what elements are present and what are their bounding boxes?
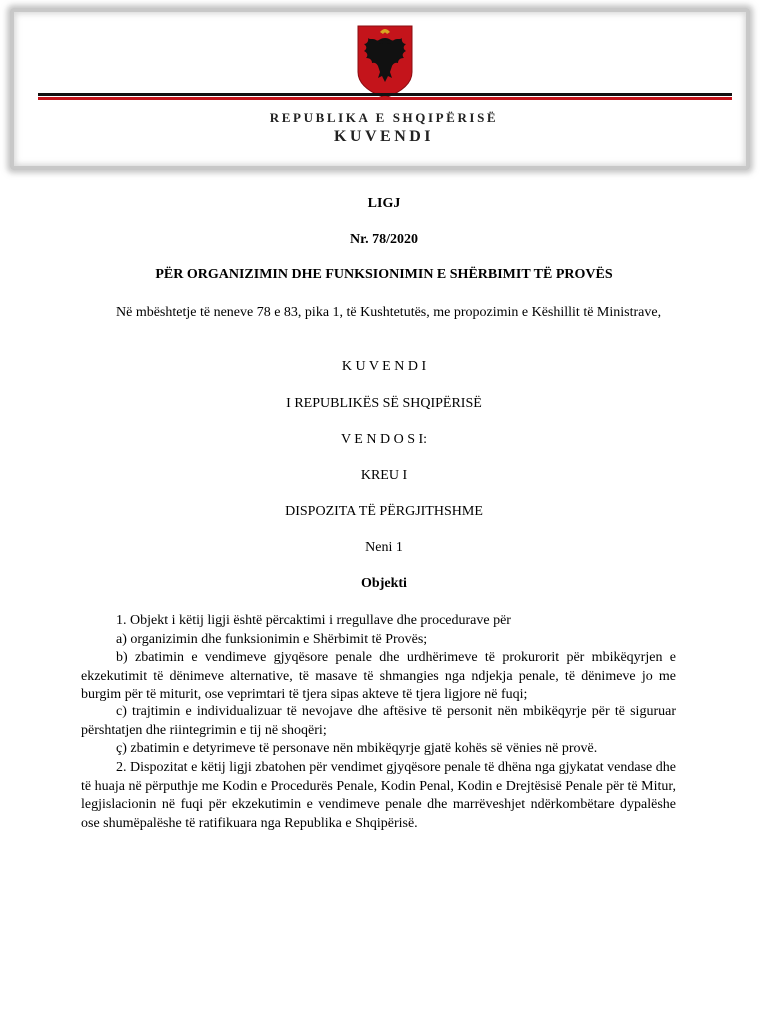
law-title: PËR ORGANIZIMIN DHE FUNKSIONIMIN E SHËRBIMIT TË PROVËS <box>155 267 613 282</box>
article-paragraph: c) trajtimin e individualizuar të nevojave dhe aftësive të personit nën mbikëqyrje për të siguruar përshtatjen dhe riintegrimin e tij në shoqëri; <box>81 704 676 738</box>
albanian-double-headed-eagle-icon <box>356 20 414 100</box>
chapter-number: KREU I <box>360 468 408 483</box>
header-rule-red <box>38 97 732 100</box>
article-paragraph: 2. Dispozitat e këtij ligji zbatohen për vendimet gjyqësore penale të dhëna nga gjykatat vendase dhe të huaja në përputhje me Kodin e Procedurës Penale, Kodin Penal, Kodin e Drejtësisë Penale për të Mitur, legjislacionin në fuqi për ekzekutimin e vendimeve penale dhe marrëveshjet ndërkombëtare dypalëshe ose shumëpalëshe të ratifikuara nga Republika e Shqipërisë. <box>81 760 676 831</box>
letterhead-republic: REPUBLIKA E SHQIPËRISË <box>269 110 499 125</box>
law-number: Nr. 78/2020 <box>350 232 418 247</box>
preamble: Në mbështetje të neneve 78 e 83, pika 1, të Kushtetutës, me propozimin e Këshillit të Ministrave, <box>116 305 662 320</box>
header-rule-black <box>38 93 732 96</box>
article-number: Neni 1 <box>365 540 403 555</box>
article-paragraph: b) zbatimin e vendimeve gjyqësore penale dhe urdhërimeve të prokurorit për mbikëqyrjen e ekzekutimit të dënimeve alternative, të masave të shmangies nga ndjekja penale, të dënimeve jo me burgim për të miturit, ose veprimtari të tjera sipas akteve të tjera ligjore në fuqi; <box>81 650 676 702</box>
decree-decides: V E N D O S I: <box>340 432 428 447</box>
letterhead-assembly: KUVENDI <box>333 128 435 145</box>
article-title: Objekti <box>361 576 407 591</box>
law-type: LIGJ <box>367 196 401 211</box>
article-paragraph: a) organizimin dhe funksionimin e Shërbimit të Provës; <box>116 632 428 647</box>
decree-assembly: K U V E N D I <box>341 359 427 374</box>
decree-republic: I REPUBLIKËS SË SHQIPËRISË <box>286 396 482 411</box>
article-paragraph: 1. Objekt i këtij ligji është përcaktimi i rregullave dhe procedurave për <box>116 613 511 628</box>
article-paragraph: ç) zbatimin e detyrimeve të personave nën mbikëqyrje gjatë kohës së vënies në provë. <box>116 741 598 756</box>
chapter-title: DISPOZITA TË PËRGJITHSHME <box>285 504 483 519</box>
